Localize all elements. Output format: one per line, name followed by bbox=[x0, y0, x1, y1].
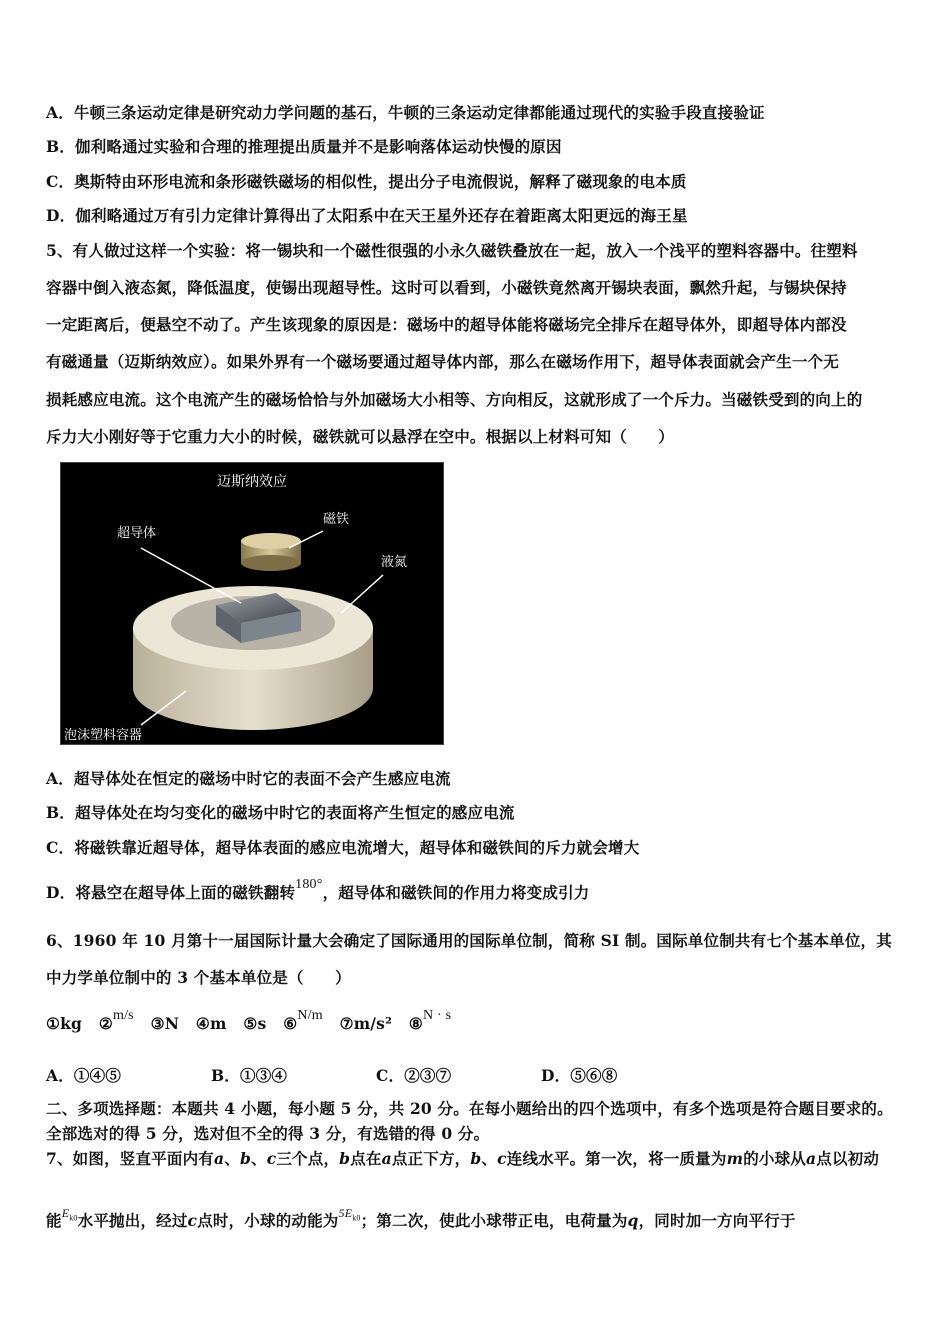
var-c: c bbox=[266, 1149, 277, 1168]
q5-option-c: C．将磁铁靠近超导体，超导体表面的感应电流增大，超导体和磁铁间的斥力就会增大 bbox=[46, 838, 640, 857]
ek0-symbol bbox=[61, 1206, 78, 1223]
unit-n-s-marker: ⑧ bbox=[408, 1014, 423, 1033]
q6-stem-line: 中力学单位制中的 3 个基本单位是（ ） bbox=[46, 968, 351, 987]
magnet-bottom bbox=[241, 555, 301, 571]
unit-n-m: N/m bbox=[297, 1008, 323, 1023]
q7-text: 7、如图，竖直平面内有 bbox=[46, 1149, 214, 1168]
var-c: c bbox=[497, 1149, 507, 1168]
ek0-sub: k0 bbox=[69, 1213, 78, 1223]
q7-sep: 、 bbox=[251, 1149, 267, 1168]
section2-heading: 二、多项选择题：本题共 4 小题，每小题 5 分，共 20 分。在每小题给出的四个选项中，有多个选项是符合题目要求的。 bbox=[46, 1099, 893, 1118]
unit-m-s-marker: ② bbox=[98, 1014, 113, 1033]
q6-unit-list bbox=[46, 1008, 916, 1034]
angle-180: 180° bbox=[295, 877, 323, 892]
q7-text: 点正下方， bbox=[391, 1149, 471, 1168]
meissner-effect-illustration bbox=[61, 463, 443, 744]
unit-n-s: N · s bbox=[423, 1008, 452, 1023]
pointer-liquid-nitrogen bbox=[341, 575, 383, 613]
q6-option-a: A．①④⑤ bbox=[46, 1066, 122, 1085]
q5-option-a: A．超导体处在恒定的磁场中时它的表面不会产生感应电流 bbox=[46, 769, 451, 788]
var-b: b bbox=[339, 1149, 351, 1168]
figure-title: 迈斯纳效应 bbox=[217, 474, 287, 490]
label-superconductor: 超导体 bbox=[117, 526, 157, 541]
label-container: 泡沫塑料容器 bbox=[64, 728, 143, 743]
q4-option-c: C．奥斯特由环形电流和条形磁铁磁场的相似性，提出分子电流假说，解释了磁现象的电本质 bbox=[46, 172, 687, 191]
five-ek0-e: 5E bbox=[338, 1206, 353, 1220]
q7-text: 能 bbox=[46, 1211, 62, 1230]
unit-n: ③N bbox=[150, 1014, 180, 1033]
q7-text: ，同时加一方向平行于 bbox=[638, 1211, 796, 1230]
q7-text: 水平抛出，经过 bbox=[77, 1211, 188, 1230]
q5-stem-line: 有磁通量（迈斯纳效应）。如果外界有一个磁场要通过超导体内部，那么在磁场作用下，超导体表面就会产生一个无 bbox=[46, 352, 839, 371]
q7-sep: 、 bbox=[481, 1149, 498, 1168]
q5-stem-line: 损耗感应电流。这个电流产生的磁场恰恰与外加磁场大小相等、方向相反，这就形成了一个斥力。当磁铁受到的向上的 bbox=[46, 390, 863, 409]
q6-option-d: D．⑤⑥⑧ bbox=[541, 1066, 618, 1085]
section2-heading-cont: 全部选对的得 5 分，选对但不全的得 3 分，有选错的得 0 分。 bbox=[46, 1124, 490, 1143]
five-ek0-symbol bbox=[338, 1206, 361, 1223]
q5-option-d-text-end: ，超导体和磁铁间的作用力将变成引力 bbox=[322, 883, 590, 902]
q7-sep: 、 bbox=[224, 1149, 240, 1168]
unit-n-m-marker: ⑥ bbox=[283, 1014, 298, 1033]
q7-text: 点在 bbox=[350, 1149, 382, 1168]
q5-option-b: B．超导体处在均匀变化的磁场中时它的表面将产生恒定的感应电流 bbox=[46, 803, 515, 822]
var-b: b bbox=[239, 1149, 251, 1168]
unit-m-s: m/s bbox=[112, 1008, 134, 1023]
q4-option-b: B．伽利略通过实验和合理的推理提出质量并不是影响落体运动快慢的原因 bbox=[46, 137, 562, 156]
q5-stem-line: 容器中倒入液态氮，降低温度，使锡出现超导性。这时可以看到，小磁铁竟然离开锡块表面，飘然升起，与锡块保持 bbox=[46, 278, 847, 297]
q7-text: 点以初动 bbox=[816, 1149, 880, 1168]
q6-option-c: C．②③⑦ bbox=[376, 1066, 452, 1085]
unit-m-s2: ⑦m/s² bbox=[339, 1014, 393, 1033]
q7-text: ；第二次，使此小球带正电，电荷量为 bbox=[360, 1211, 628, 1230]
label-liquid-nitrogen: 液氮 bbox=[381, 555, 408, 570]
q6-option-b: B．①③④ bbox=[211, 1066, 288, 1085]
var-q: q bbox=[627, 1211, 639, 1230]
q5-stem-line: 一定距离后，便悬空不动了。产生该现象的原因是：磁场中的超导体能将磁场完全排斥在超导体外，即超导体内部没 bbox=[46, 315, 847, 334]
var-a: a bbox=[806, 1149, 817, 1168]
var-a: a bbox=[381, 1149, 392, 1168]
unit-s: ⑤s bbox=[243, 1014, 267, 1033]
q4-option-d: D．伽利略通过万有引力定律计算得出了太阳系中在天王星外还存在着距离太阳更远的海王星 bbox=[46, 206, 688, 225]
five-ek0-sub: k0 bbox=[352, 1213, 361, 1223]
q7-text: 连线水平。第一次，将一质量为 bbox=[506, 1149, 727, 1168]
q5-stem-line: 5、有人做过这样一个实验：将一锡块和一个磁性很强的小永久磁铁叠放在一起，放入一个浅平的塑料容器中。往塑料 bbox=[46, 241, 858, 260]
q7-text: 三个点， bbox=[276, 1149, 340, 1168]
q7-text: 的小球从 bbox=[743, 1149, 806, 1168]
unit-m: ④m bbox=[195, 1014, 227, 1033]
var-b: b bbox=[470, 1149, 482, 1168]
label-magnet: 磁铁 bbox=[323, 512, 350, 527]
q6-stem-line: 6、1960 年 10 月第十一届国际计量大会确定了国际通用的国际单位制，简称 SI 制。国际单位制共有七个基本单位，其 bbox=[46, 931, 892, 950]
q7-stem-line bbox=[46, 1147, 916, 1169]
q5-option-d bbox=[46, 877, 916, 903]
meissner-effect-figure bbox=[60, 462, 444, 745]
q7-stem-line bbox=[46, 1206, 916, 1231]
ek0-e: E bbox=[61, 1206, 70, 1220]
q5-stem-line: 斥力大小刚好等于它重力大小的时候，磁铁就可以悬浮在空中。根据以上材料可知（ ） bbox=[46, 427, 675, 446]
q4-option-a: A．牛顿三条运动定律是研究动力学问题的基石，牛顿的三条运动定律都能通过现代的实验手段直接验证 bbox=[46, 103, 765, 122]
q5-option-d-text: D．将悬空在超导体上面的磁铁翻转 bbox=[46, 883, 296, 902]
unit-kg: ①kg bbox=[46, 1014, 83, 1033]
var-c: c bbox=[187, 1211, 198, 1230]
var-m: m bbox=[726, 1149, 744, 1168]
var-a: a bbox=[214, 1149, 225, 1168]
q7-text: 点时，小球的动能为 bbox=[197, 1211, 339, 1230]
